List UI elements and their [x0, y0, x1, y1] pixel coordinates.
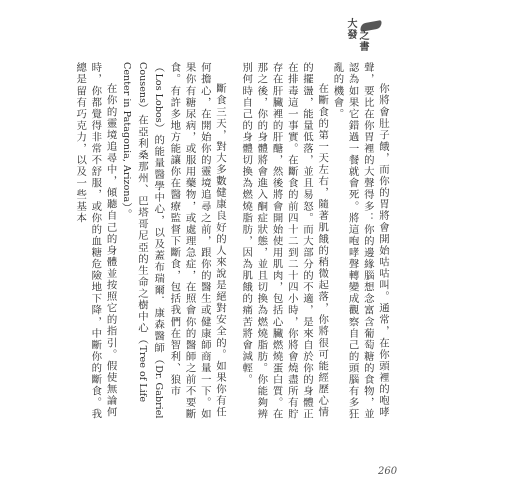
latin-tree-of-life: Tree of Life Center in Patagonia, Arizona: [120, 62, 148, 402]
header-text-line2: 之書: [357, 30, 368, 52]
paragraph-3-text-c: ）在亞利桑那州、巴塔哥尼亞的生命之樹中心（: [135, 103, 148, 346]
paragraph-gap: [227, 62, 238, 422]
paragraph-1: 你將會肚子餓，而你的胃將會開始咕咕叫。通常，在你頭裡的咆哮聲，要比在你胃裡的大聲得多：你的邊緣腦想念富含葡萄糖的食物，並認為如果它錯過一餐就會死。將這咆哮聲轉變成觀察自己的頭腦有多狂亂的機會。: [331, 62, 389, 421]
page-number: 260: [378, 466, 398, 477]
paragraph-3-text-a: 斷食三天，對大多數健康良好的人來說是絕對安全的。如果你有任何擔心，在開始你的靈境追尋之前，跟你的醫生或健康師商量一下。如果你有糖尿病，或服用藥物，或處理急症，在照會你的醫師之前不要斷食。有許多地方能讓你在醫療監督下斷食，包括我們在智利、狼市（: [152, 62, 226, 421]
running-header-logo: [344, 16, 384, 50]
body-text: [74, 62, 390, 422]
paragraph-3-text-d: ）。: [119, 202, 132, 221]
latin-los-lobos: Los Lobos: [153, 73, 165, 123]
latin-cousens: Dr. Gabriel Cousens: [136, 62, 165, 419]
paragraph-3-text-b: ）的能量醫學中心，以及蓋布瑞爾．康森醫師（: [152, 122, 165, 366]
paragraph-2: 在斷食的第一天左右，隨著肌餓的稍微起落，你將很可能經歷心情的擺盪，能量低落，並且易怒。而大部分的不適，是來自於你的身體正在排毒這一事實。在斷食的前四十二到二十四小時，你將會燒盡所有貯存在肝臟裡的肝醣，然後將會開始使用肌肉，包括心臟燃燒蛋白質。在那之後，你的身體將會進入酮症狀態，並且切換為燃燒脂肪。你能夠辨別何時自己的身體切換為燃燒脂肪，因為肌餓的痛苦將會減輕。: [240, 62, 329, 421]
paragraph-3: [118, 62, 227, 422]
paragraph-4: 在你的靈境追尋中，傾聽自己的身體並按照它的指引。假使無論何時，你都覺得非常不舒服，或你的血糖危險地下降，中斷你的斷食。我總是留有巧克力，以及一些基本: [74, 62, 117, 421]
header-text-line1: 大發: [345, 18, 356, 40]
